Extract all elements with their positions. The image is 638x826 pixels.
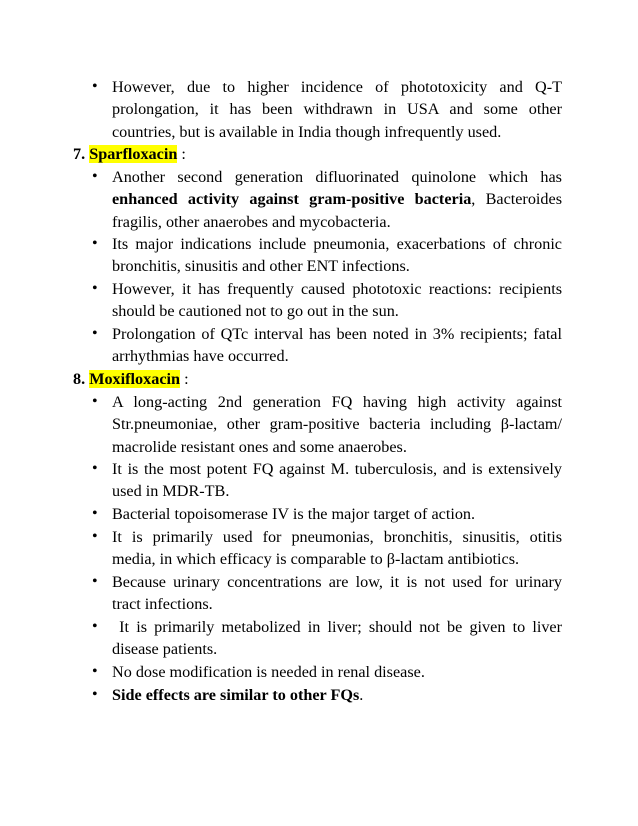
bullet-marker: • (92, 505, 98, 522)
bullet-marker: • (92, 168, 98, 185)
bullet-marker: • (92, 663, 98, 680)
bullet-text: Because urinary concentrations are low, it is not used for urinary tract infections. (112, 573, 562, 614)
bullet-text (112, 166, 562, 233)
section-heading-8 (73, 368, 189, 390)
section-number: 7. (73, 145, 86, 163)
heading-colon: : (177, 145, 186, 163)
bullet-text-emphasis: enhanced activity against gram-positive bacteria (112, 190, 472, 209)
bullet-text: No dose modification is needed in renal disease. (112, 663, 425, 681)
bullet-text-part: Another second generation difluorinated quinolone which has (112, 168, 562, 186)
bullet-text: However, it has frequently caused phototoxic reactions: recipients should be cautioned not to go out in the sun. (112, 280, 562, 321)
bullet-marker: • (92, 280, 98, 297)
bullet-marker: • (92, 78, 98, 95)
bullet-marker: • (92, 686, 98, 703)
bullet-text: Its major indications include pneumonia, exacerbations of chronic bronchitis, sinusitis and other ENT infections. (112, 235, 562, 276)
section-heading-7 (73, 143, 186, 165)
bullet-text (112, 684, 562, 706)
heading-colon: : (180, 370, 189, 388)
bullet-text: It is the most potent FQ against M. tuberculosis, and is extensively used in MDR-TB. (112, 460, 562, 501)
bullet-marker: • (92, 573, 98, 590)
bullet-marker: • (92, 618, 98, 635)
bullet-marker: • (92, 528, 98, 545)
drug-name-moxifloxacin: Moxifloxacin (89, 370, 181, 388)
bullet-marker: • (92, 460, 98, 477)
bullet-text: However, due to higher incidence of phototoxicity and Q-T prolongation, it has been withdrawn in USA and some other countries, but is available in India though infrequently used. (112, 78, 562, 141)
bullet-text-part: . (359, 686, 364, 704)
section-number: 8. (73, 370, 86, 388)
bullet-marker: • (92, 393, 98, 410)
bullet-text-part: , Bacteroides fragilis, other anaerobes and mycobacteria. (112, 190, 562, 231)
bullet-text: It is primarily metabolized in liver; should not be given to liver disease patients. (112, 618, 567, 659)
bullet-text: Prolongation of QTc interval has been noted in 3% recipients; fatal arrhythmias have occurred. (112, 325, 562, 366)
bullet-text: A long-acting 2nd generation FQ having high activity against Str.pneumoniae, other gram-positive bacteria including β-lactam/ macrolide resistant ones and some anaerobes. (112, 393, 562, 456)
drug-name-sparfloxacin: Sparfloxacin (89, 145, 178, 163)
bullet-text: It is primarily used for pneumonias, bronchitis, sinusitis, otitis media, in which efficacy is comparable to β-lactam antibiotics. (112, 528, 562, 569)
bullet-marker: • (92, 235, 98, 252)
bullet-text-emphasis: Side effects are similar to other FQs (112, 686, 360, 704)
bullet-marker: • (92, 325, 98, 342)
bullet-text: Bacterial topoisomerase IV is the major target of action. (112, 505, 476, 523)
